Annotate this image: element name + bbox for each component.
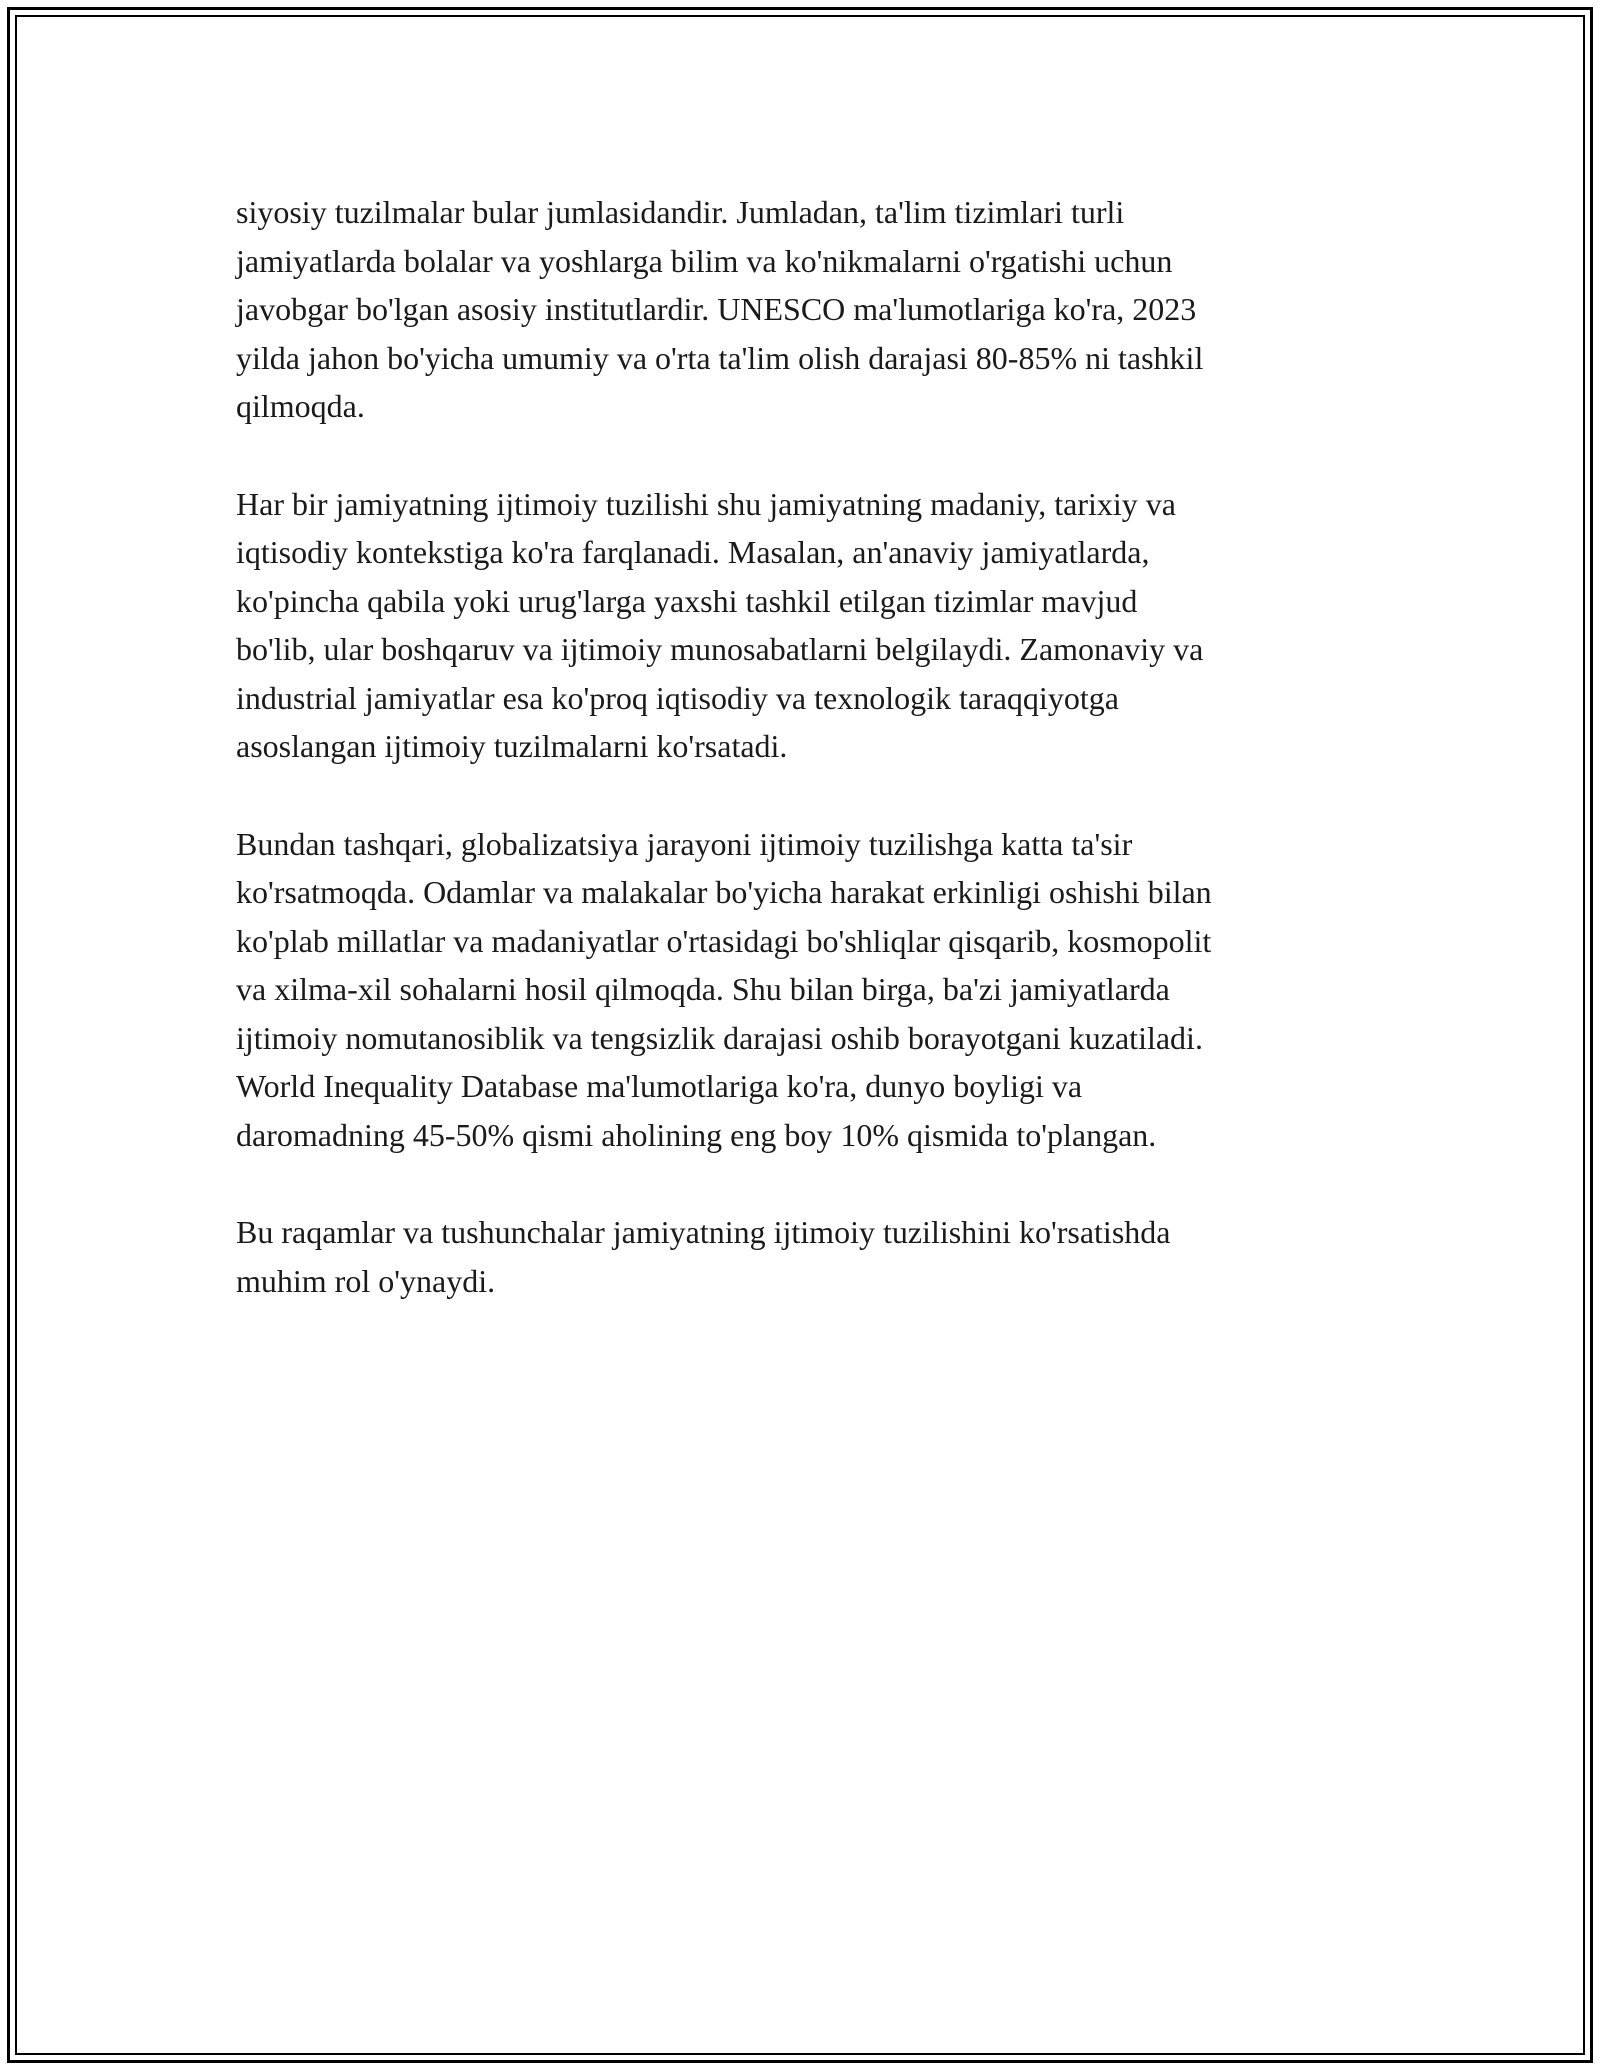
text-line: muhim rol o'ynaydi. [236, 1262, 496, 1299]
text-line: industrial jamiyatlar esa ko'proq iqtisodiy va texnologik taraqqiyotga [236, 679, 1119, 716]
text-line: jamiyatlarda bolalar va yoshlarga bilim va ko'nikmalarni o'rgatishi uchun [236, 242, 1173, 279]
text-line: qilmoqda. [236, 388, 365, 424]
paragraph-4 [236, 1208, 1366, 1305]
text-line: Bu raqamlar va tushunchalar jamiyatning ijtimoiy tuzilishini ko'rsatishda [236, 1214, 1171, 1250]
text-line: va xilma-xil sohalarni hosil qilmoqda. Shu bilan birga, ba'zi jamiyatlarda [236, 971, 1170, 1007]
paragraph-1 [236, 188, 1366, 431]
text-line: ko'pincha qabila yoki urug'larga yaxshi tashkil etilgan tizimlar mavjud [236, 582, 1138, 619]
text-line: ko'rsatmoqda. Odamlar va malakalar bo'yicha harakat erkinligi oshishi bilan [236, 874, 1212, 910]
paragraph-3 [236, 820, 1366, 1160]
text-line: iqtisodiy kontekstiga ko'ra farqlanadi. Masalan, an'anaviy jamiyatlarda, [236, 534, 1150, 570]
text-line: ijtimoiy nomutanosiblik va tengsizlik darajasi oshib borayotgani kuzatiladi. [236, 1019, 1203, 1056]
text-line: bo'lib, ular boshqaruv va ijtimoiy munosabatlarni belgilaydi. Zamonaviy va [236, 631, 1204, 667]
text-line: Har bir jamiyatning ijtimoiy tuzilishi shu jamiyatning madaniy, tarixiy va [236, 485, 1176, 522]
text-line: World Inequality Database ma'lumotlariga ko'ra, dunyo boyligi va [236, 1068, 1083, 1104]
text-line: daromadning 45-50% qismi aholining eng boy 10% qismida to'plangan. [236, 1116, 1157, 1153]
text-line: ko'plab millatlar va madaniyatlar o'rtasidagi bo'shliqlar qisqarib, kosmopolit [236, 922, 1212, 959]
text-line: asoslangan ijtimoiy tuzilmalarni ko'rsatadi. [236, 728, 788, 764]
text-line: yilda jahon bo'yicha umumiy va o'rta ta'lim olish darajasi 80-85% ni tashkil [236, 339, 1204, 376]
document-body [236, 188, 1366, 1354]
text-line: Bundan tashqari, globalizatsiya jarayoni ijtimoiy tuzilishga katta ta'sir [236, 825, 1133, 862]
paragraph-2 [236, 480, 1366, 771]
text-line: siyosiy tuzilmalar bular jumlasidandir. Jumladan, ta'lim tizimlari turli [236, 194, 1125, 230]
text-line: javobgar bo'lgan asosiy institutlardir. UNESCO ma'lumotlariga ko'ra, 2023 [236, 291, 1197, 327]
